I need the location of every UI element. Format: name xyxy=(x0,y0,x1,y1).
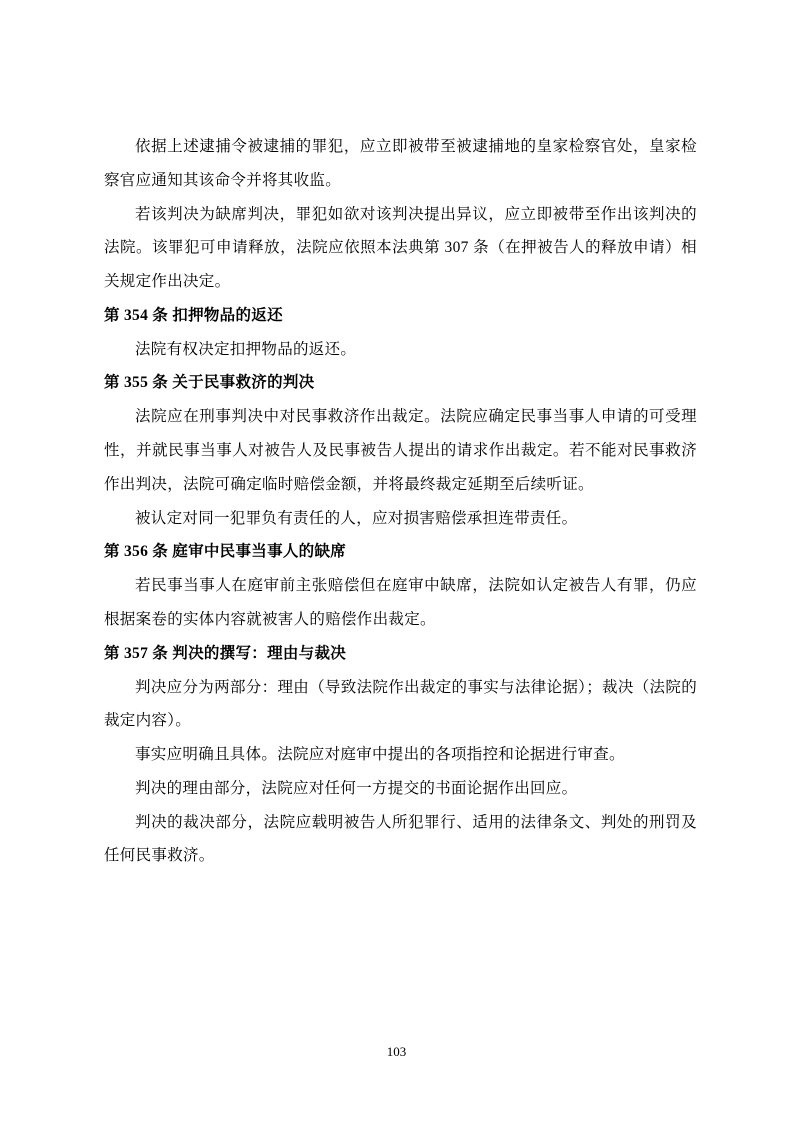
body-paragraph: 事实应明确且具体。法院应对庭审中提出的各项指控和论据进行审查。 xyxy=(135,746,625,764)
section-heading: 第 354 条 扣押物品的返还 xyxy=(104,306,283,324)
body-paragraph: 被认定对同一犯罪负有责任的人，应对损害赔偿承担连带责任。 xyxy=(135,509,578,527)
body-paragraph: 法院应在刑事判决中对民事救济作出裁定。法院应确定民事当事人申请的可受理性，并就民事当事人对被告人及民事被告人提出的请求作出裁定。若不能对民事救济作出判决，法院可确定临时赔偿金额，并将最终裁定延期至后续听证。 xyxy=(104,408,697,493)
section-heading: 第 356 条 庭审中民事当事人的缺席 xyxy=(104,543,347,561)
body-paragraph: 若该判决为缺席判决，罪犯如欲对该判决提出异议，应立即被带至作出该判决的法院。该罪犯可申请释放，法院应依照本法典第 307 条（在押被告人的释放申请）相关规定作出决定。 xyxy=(104,205,697,291)
body-paragraph: 判决应分为两部分：理由（导致法院作出裁定的事实与法律论据）；裁决（法院的裁定内容）。 xyxy=(104,678,697,730)
section-heading: 第 355 条 关于民事救济的判决 xyxy=(104,374,315,392)
body-paragraph: 判决的理由部分，法院应对任何一方提交的书面论据作出回应。 xyxy=(135,779,578,797)
body-paragraph: 判决的裁决部分，法院应载明被告人所犯罪行、适用的法律条文、判处的刑罚及任何民事救济。 xyxy=(104,813,697,865)
section-heading: 第 357 条 判决的撰写：理由与裁决 xyxy=(104,644,347,662)
page-number: 103 xyxy=(386,1044,407,1059)
body-paragraph: 若民事当事人在庭审前主张赔偿但在庭审中缺席，法院如认定被告人有罪，仍应根据案卷的实体内容就被害人的赔偿作出裁定。 xyxy=(104,577,697,628)
document-body xyxy=(104,130,697,873)
body-paragraph: 法院有权决定扣押物品的返还。 xyxy=(135,340,357,358)
body-paragraph: 依据上述逮捕令被逮捕的罪犯，应立即被带至被逮捕地的皇家检察官处，皇家检察官应通知其该命令并将其收监。 xyxy=(104,138,697,189)
